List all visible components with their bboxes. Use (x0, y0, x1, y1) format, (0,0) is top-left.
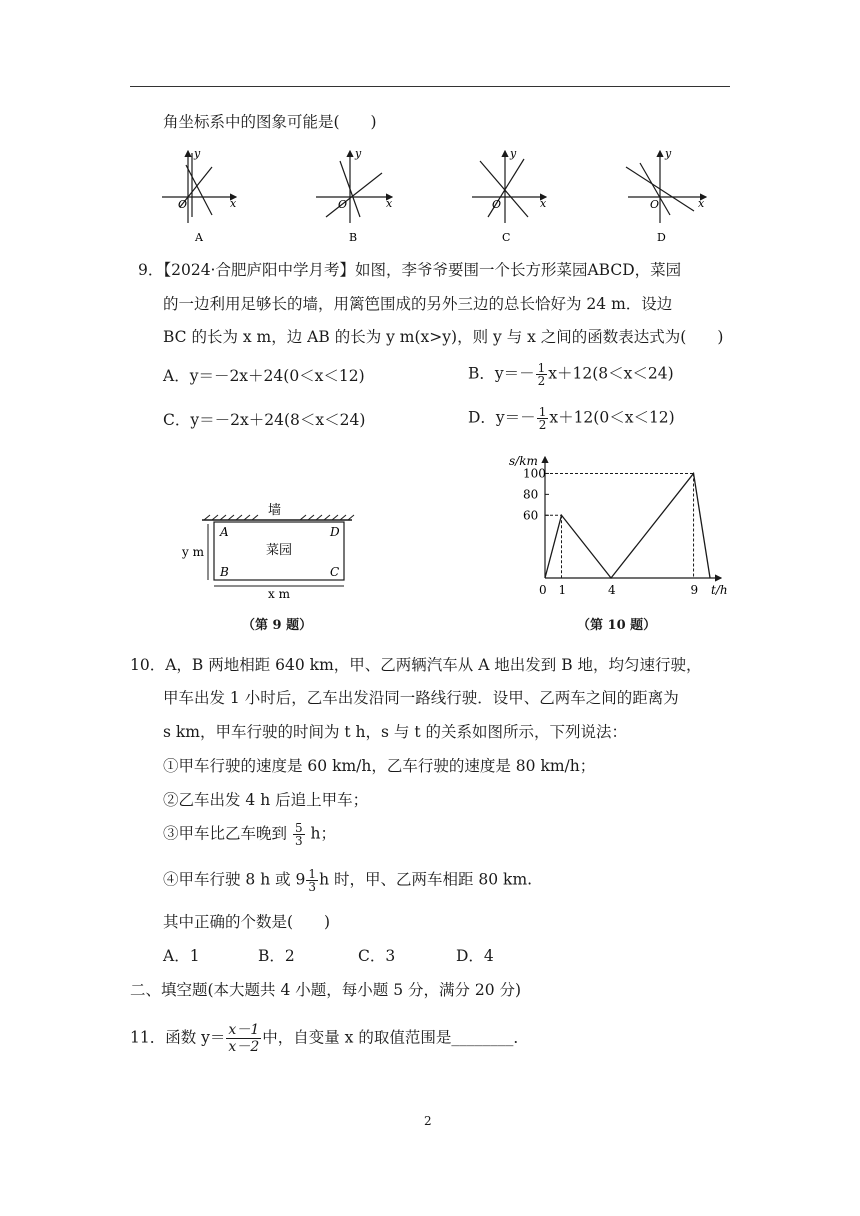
graph-c-o: O (492, 198, 502, 211)
graph-d-y: y (665, 147, 672, 160)
side-x-label: x m (268, 587, 290, 601)
y-tick-label: 100 (523, 466, 546, 481)
header-rule (130, 86, 730, 87)
x-tick-label: 0 (539, 583, 547, 597)
q10-statement-2: ②乙车出发 4 h 后追上甲车； (163, 791, 369, 809)
q9-caption: （第 9 题） (242, 618, 313, 633)
graph-a-label: A (195, 231, 203, 244)
graph-c-y: y (510, 147, 517, 160)
graph-d (626, 147, 706, 244)
y-tick-label: 60 (523, 508, 539, 523)
series-line (545, 473, 710, 578)
section-2-heading: 二、填空题(本大题共 4 小题，每小题 5 分，满分 20 分) (130, 981, 522, 999)
corner-a: A (220, 525, 229, 539)
graph-d-label: D (657, 231, 666, 244)
page-number: 2 (424, 1114, 432, 1128)
q11: 11．函数 y＝ $\frac{x-1}{x-2}$ 中，自变量 x 的取值范围是________． (130, 1022, 529, 1055)
q10-option-d: D．4 (456, 947, 494, 965)
graph-c-label: C (502, 231, 511, 244)
y-tick-label: 80 (523, 487, 539, 502)
q8-tail: 角坐标系中的图象可能是( ) (163, 113, 377, 131)
graph-b-y: y (355, 147, 362, 160)
x-axis-label: t/h (711, 583, 728, 597)
q8-graphs (150, 145, 750, 245)
graph-a-y: y (194, 147, 201, 160)
q9-figure (180, 496, 370, 606)
garden-label: 菜园 (266, 543, 293, 558)
corner-d: D (330, 525, 340, 539)
graph-c (472, 147, 547, 244)
graph-b-x: x (386, 197, 393, 210)
q10-line1: 10．A，B 两地相距 640 km，甲、乙两辆汽车从 A 地出发到 B 地，均匀速行驶， (130, 656, 702, 674)
q10-statement-1: ①甲车行驶的速度是 60 km/h，乙车行驶的速度是 80 km/h； (163, 757, 596, 775)
graph-b (316, 147, 393, 244)
q10-chart (505, 450, 735, 605)
y-axis-label: s/km (509, 454, 538, 468)
graph-d-o: O (650, 198, 660, 211)
graph-c-x: x (540, 197, 547, 210)
graph-d-x: x (698, 197, 705, 210)
graph-a-x: x (230, 197, 237, 210)
q9-line3: BC 的长为 x m，边 AB 的长为 y m(x>y)，则 y 与 x 之间的函数表达式为( ) (163, 328, 724, 346)
corner-c: C (330, 565, 340, 579)
q10-line3: s km，甲车行驶的时间为 t h，s 与 t 的关系如图所示，下列说法： (163, 723, 628, 741)
q9-option-b: B．y＝－ $\frac{1}{2}$ x＋12(8＜x＜24) (468, 361, 674, 388)
q9-option-d: D．y＝－ $\frac{1}{2}$ x＋12(0＜x＜12) (468, 405, 675, 432)
graph-b-label: B (349, 231, 358, 244)
q9-line1: 9．【2024·合肥庐阳中学月考】如图，李爷爷要围一个长方形菜园ABCD，菜园 (138, 261, 682, 279)
corner-b: B (220, 565, 229, 579)
wall-label: 墙 (268, 503, 282, 518)
q10-option-c: C．3 (358, 947, 396, 965)
graph-a-o: O (178, 198, 188, 211)
q10-statement-4: ④甲车行驶 8 h 或 9 $\frac{1}{3}$ h 时，甲、乙两车相距 80 km. (163, 867, 533, 894)
q9-line2: 的一边利用足够长的墙，用篱笆围成的另外三边的总长恰好为 24 m．设边 (163, 295, 673, 313)
q10-ask: 其中正确的个数是( ) (163, 913, 331, 931)
q10-caption: （第 10 题） (577, 618, 657, 633)
x-tick-label: 4 (608, 583, 616, 597)
graph-a (162, 147, 237, 244)
x-tick-label: 1 (558, 583, 567, 597)
q10-option-a: A．1 (163, 947, 200, 965)
q10-option-b: B．2 (258, 947, 295, 965)
x-tick-label: 9 (690, 583, 699, 597)
graph-b-o: O (338, 198, 348, 211)
q10-line2: 甲车出发 1 小时后，乙车出发沿同一路线行驶．设甲、乙两车之间的距离为 (163, 689, 679, 707)
q9-option-a: A．y＝－2x＋24(0＜x＜12) (163, 367, 365, 385)
q9-option-c: C．y＝－2x＋24(8＜x＜24) (163, 411, 366, 429)
q10-statement-3: ③甲车比乙车晚到 $\frac{5}{3}$ h； (163, 821, 337, 848)
side-y-label: y m (182, 545, 204, 559)
